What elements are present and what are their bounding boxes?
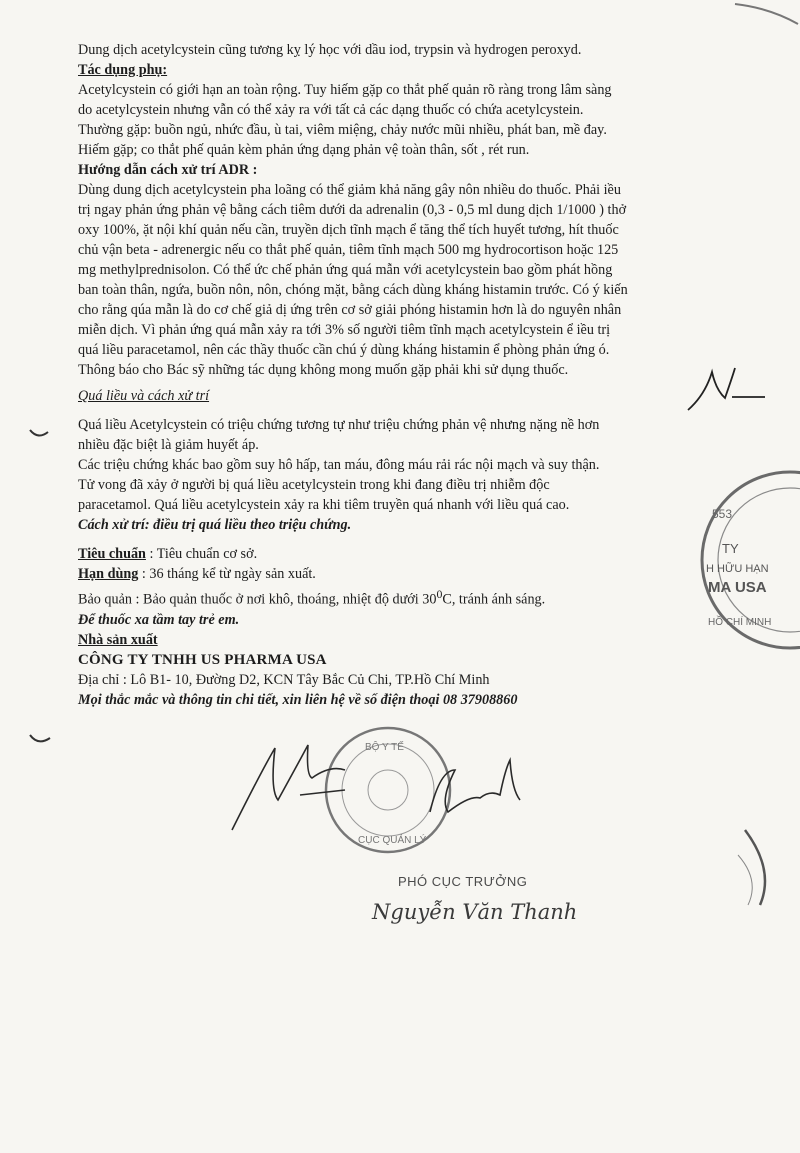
expiry-value: : 36 tháng kể từ ngày sản xuất. <box>141 566 316 582</box>
signature-scribble <box>430 760 520 812</box>
interaction-line: Dung dịch acetylcystein cũng tương kỵ lý học với dầu iod, trypsin và hydrogen peroxyd. <box>78 42 582 58</box>
text-line: do acetylcystein nhưng vẫn có thể xảy ra với tất cả các dạng thuốc có chứa acetylcystein. <box>78 102 584 118</box>
stamp-fragment-bottom <box>745 830 765 905</box>
text-line: mg methylprednisolon. Có thể ức chế phản ứng quá mẫn với acetylcystein bao gồm phát hồng <box>78 262 613 278</box>
adr-heading: Hướng dẫn cách xử trí ADR : <box>78 162 258 178</box>
stamp-text: MA USA <box>708 579 767 596</box>
text-line: Các triệu chứng khác bao gồm suy hô hấp, tan máu, đông máu rải rác nội mạch và suy thận. <box>78 457 600 473</box>
seal-text: BỘ Y TẾ <box>365 742 404 753</box>
text-line: chủ vận beta - adrenergic nếu co thắt phế quản, tiêm tĩnh mạch 500 mg hydrocortison hoặc 125 <box>78 242 619 258</box>
storage-text-end: C, tránh ánh sáng. <box>442 591 546 608</box>
storage-degree: 0 <box>436 587 443 601</box>
stamp-text: HỒ CHÍ MINH <box>708 617 772 628</box>
initials-mark <box>688 368 765 410</box>
stamp-text: TY <box>722 541 739 556</box>
side-effects-heading: Tác dụng phụ: <box>78 62 168 78</box>
text-line: Thông báo cho Bác sỹ những tác dụng không mong muốn gặp phải khi sử dụng thuốc. <box>78 362 569 378</box>
stamp-fragment-bottom <box>738 855 752 905</box>
children-warning: Để thuốc xa tầm tay trẻ em. <box>78 611 240 628</box>
signature-title: PHÓ CỤC TRƯỞNG <box>398 874 528 889</box>
text-line: quá liều paracetamol, nên các thầy thuốc cần chú ý dùng kháng histamin ể phòng phản ứng ó. <box>78 342 610 358</box>
contact-line: Mọi thắc mắc và thông tin chi tiết, xin liên hệ về số điện thoại 08 37908860 <box>78 691 518 708</box>
text-line: miễn dịch. Vì phản ứng quá mẫn xảy ra tới 3% số người tiêm tĩnh mạch acetylcystein ể iều trị <box>78 322 611 338</box>
text-line: oxy 100%, ặt nội khí quản nếu cần, truyền dịch tĩnh mạch ể tăng thể tích huyết tương, hít thuốc <box>78 222 619 238</box>
seal-text: CỤC QUẢN LÝ <box>358 835 427 846</box>
text-line: nhiều đặc biệt là giảm huyết áp. <box>78 437 259 453</box>
company-address: Địa chỉ : Lô B1- 10, Đường D2, KCN Tây Bắc Củ Chi, TP.Hồ Chí Minh <box>78 671 490 688</box>
company-stamp <box>702 472 800 648</box>
text-line: Hiếm gặp; co thắt phế quản kèm phản ứng dạng phản vệ toàn thân, sốt , rét run. <box>78 142 530 158</box>
text-line: Thường gặp: buồn ngủ, nhức đầu, ù tai, viêm miệng, chảy nước mũi nhiều, phát ban, mề đay. <box>78 122 607 138</box>
stamp-text: 553 <box>712 507 733 521</box>
text-line: Dùng dung dịch acetylcystein pha loãng có thể giảm khả năng gây nôn nhiều do thuốc. Phải iều <box>78 182 621 198</box>
signature-scribble <box>232 745 345 830</box>
signature-name: Nguyễn Văn Thanh <box>372 900 578 924</box>
standard-label: Tiêu chuẩn <box>78 546 146 562</box>
expiry-label: Hạn dùng <box>78 566 139 582</box>
text-line: cho rằng qúa mẫn là do cơ chế giả dị ứng trên cơ sở giải phóng histamin hơn là do nguyên nhân <box>78 302 622 318</box>
overdose-heading: Quá liều và cách xử trí <box>78 388 210 404</box>
text-line: Quá liều Acetylcystein có triệu chứng tương tự như triệu chứng phản vệ nhưng nặng nề hơn <box>78 417 600 433</box>
storage-text: Bảo quản : Bảo quản thuốc ở nơi khô, thoáng, nhiệt độ dưới 30 <box>78 591 437 608</box>
margin-mark <box>30 735 50 741</box>
text-line: ban toàn thân, ngứa, buồn nôn, nôn, chóng mặt, bằng cách dùng kháng histamin trước. Có ý kiến <box>78 282 628 298</box>
text-line: Acetylcystein có giới hạn an toàn rộng. Tuy hiếm gặp co thắt phế quản rõ ràng trong lâm sàng <box>78 82 612 98</box>
text-line: Tử vong đã xảy ở người bị quá liều acetylcystein trong khi đang điều trị nhiễm độc <box>78 477 550 493</box>
margin-mark <box>30 430 48 436</box>
manufacturer-heading: Nhà sản xuất <box>78 631 158 648</box>
company-name: CÔNG TY TNHH US PHARMA USA <box>78 651 327 668</box>
stamp-text: H HỮU HẠN <box>706 563 769 575</box>
overdose-treatment: Cách xử trí: điều trị quá liều theo triệu chứng. <box>78 517 352 533</box>
text-line: trị ngay phản ứng phản vệ bằng cách tiêm dưới da adrenalin (0,3 - 0,5 ml dung dịch 1/1000 ) thở <box>78 202 627 218</box>
text-line: paracetamol. Quá liều acetylcystein xảy ra khi tiêm truyền quá nhanh với liều quá cao. <box>78 497 570 513</box>
stamp-fragment-top <box>735 4 798 24</box>
standard-value: : Tiêu chuẩn cơ sở. <box>149 546 258 562</box>
